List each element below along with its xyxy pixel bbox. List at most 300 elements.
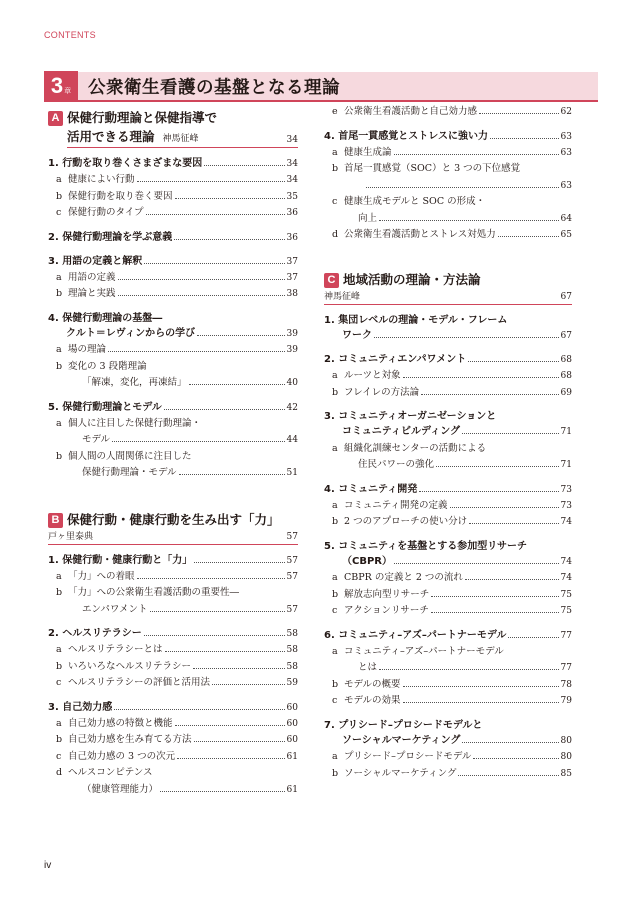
- toc-subitem-page: 85: [560, 768, 572, 779]
- chapter-header: [44, 72, 598, 102]
- section-a-entries: [48, 156, 298, 482]
- toc-item-continued[interactable]: [48, 326, 298, 343]
- section-b: [48, 512, 298, 799]
- toc-subitem[interactable]: [324, 145, 572, 162]
- toc-subitem-continued[interactable]: [324, 660, 572, 677]
- section-a: [48, 110, 298, 482]
- leader-dots: [165, 651, 285, 652]
- leader-dots: [403, 377, 559, 378]
- section-b-title[interactable]: 保健行動・健康行動を生み出す「力」: [67, 511, 280, 527]
- section-c-entries: [324, 313, 572, 783]
- toc-subitem-text: いろいろなヘルスリテラシー: [68, 660, 192, 672]
- toc-item-page: 57: [286, 555, 298, 566]
- toc-subitem-text: コミュニティ–アズ–パートナーモデル: [344, 645, 504, 657]
- section-c-subline: [324, 289, 572, 305]
- toc-subitem[interactable]: [324, 693, 572, 710]
- toc-subitem[interactable]: [324, 368, 572, 385]
- toc-subitem-text: 健康生成モデルと SOC の形成・: [344, 196, 486, 207]
- toc-subitem-text: 場の理論: [68, 344, 107, 355]
- leader-dots: [179, 474, 285, 475]
- toc-subitem-text: 解放志向型リサーチ: [344, 588, 430, 600]
- toc-subitem-continued[interactable]: [48, 465, 298, 482]
- toc-subitem-letter: b: [332, 678, 339, 690]
- leader-dots: [175, 198, 285, 199]
- toc-subitem-text-cont: とは: [358, 662, 378, 673]
- toc-subitem[interactable]: [48, 416, 298, 433]
- toc-subitem-letter: d: [332, 229, 339, 240]
- toc-subitem-text: 公衆衛生看護活動と自己効力感: [344, 106, 478, 117]
- toc-subitem[interactable]: [324, 603, 572, 620]
- toc-item[interactable]: [48, 254, 298, 270]
- leader-dots: [403, 686, 559, 687]
- toc-subitem-letter: b: [56, 734, 63, 745]
- toc-subitem-letter: a: [56, 344, 62, 355]
- toc-subitem-page: 71: [560, 460, 572, 470]
- section-b-badge: B: [48, 513, 63, 528]
- toc-item[interactable]: [48, 400, 298, 416]
- toc-subitem-text: 2 つのアプローチの使い分け: [344, 516, 468, 527]
- toc-subitem-letter: a: [332, 146, 338, 158]
- leader-dots: [146, 214, 285, 215]
- toc-subitem-page: 77: [560, 663, 572, 673]
- toc-subitem-page: 80: [560, 752, 572, 762]
- toc-subitem[interactable]: [48, 189, 298, 206]
- toc-item[interactable]: [324, 718, 572, 733]
- toc-subitem[interactable]: [324, 441, 572, 458]
- toc-subitem-text-cont: 保健行動理論・モデル: [82, 467, 177, 478]
- section-a-subline: [67, 127, 298, 148]
- leader-dots: [498, 236, 559, 237]
- section-b-subline: [48, 529, 298, 545]
- toc-subitem[interactable]: [48, 765, 298, 782]
- toc-item[interactable]: [48, 700, 298, 716]
- toc-subitem-page: 60: [286, 735, 298, 745]
- toc-subitem-letter: b: [332, 767, 339, 779]
- toc-item[interactable]: [324, 313, 572, 328]
- toc-subitem-page: 44: [286, 435, 298, 445]
- toc-subitem[interactable]: [324, 104, 572, 121]
- toc-subitem-letter: b: [56, 450, 63, 462]
- toc-subitem-page: 57: [286, 604, 298, 615]
- toc-subitem-letter: a: [332, 370, 338, 381]
- toc-subitem[interactable]: [48, 342, 298, 359]
- toc-subitem-letter: c: [332, 695, 338, 706]
- leader-dots: [450, 507, 559, 508]
- toc-subitem-letter: a: [332, 572, 338, 583]
- section-b-heading: [48, 512, 298, 528]
- toc-subitem-text: プリシード–プロシードモデル: [344, 751, 472, 762]
- toc-subitem-text-cont: 「解凍，変化，再凍結」: [82, 377, 187, 388]
- toc-subitem[interactable]: [324, 587, 572, 604]
- toc-subitem-letter: b: [332, 386, 339, 398]
- toc-subitem-text: 保健行動のタイプ: [68, 207, 144, 218]
- leader-dots: [189, 384, 285, 385]
- toc-subitem-page: 65: [560, 230, 572, 240]
- toc-item-page: 39: [286, 328, 298, 339]
- toc-subitem-page: 63: [560, 180, 572, 191]
- leader-dots: [366, 187, 559, 188]
- section-c: [324, 272, 572, 783]
- toc-subitem-letter: b: [56, 360, 63, 372]
- leader-dots: [174, 239, 284, 240]
- toc-subitem[interactable]: [48, 716, 298, 733]
- leader-dots: [379, 669, 559, 670]
- toc-item[interactable]: [48, 156, 298, 172]
- toc-item-title-cont: コミュニティビルディング: [342, 426, 460, 437]
- section-a-badge: A: [48, 111, 63, 126]
- section-c-author: 神馬征峰: [324, 291, 361, 302]
- toc-item-title: 7. プリシード–プロシードモデルと: [324, 719, 483, 731]
- toc-subitem-text: 公衆衛生看護活動とストレス対処力: [344, 229, 496, 240]
- toc-subitem-text: 個人間の人間関係に注目した: [68, 450, 192, 462]
- toc-subitem-text: 健康によい行動: [68, 174, 135, 185]
- toc-item-page: 80: [560, 735, 572, 746]
- chapter-number-badge: [44, 71, 78, 101]
- toc-subitem-letter: b: [56, 190, 63, 202]
- toc-item-title: 3. コミュニティオーガニゼーションと: [324, 411, 497, 422]
- toc-item-page: 60: [286, 702, 298, 713]
- toc-subitem-letter: e: [332, 106, 338, 117]
- toc-subitem-letter: a: [332, 499, 338, 511]
- toc-subitem-page: 60: [286, 718, 298, 729]
- toc-subitem[interactable]: [48, 585, 298, 602]
- toc-subitem-text: 自己効力感の特徴と機能: [68, 717, 173, 729]
- toc-subitem-page: 69: [560, 387, 572, 398]
- toc-subitem-page: 38: [286, 289, 298, 299]
- toc-subitem-letter: c: [56, 750, 62, 762]
- chapter-title: 公衆衛生看護の基盤となる理論: [88, 77, 340, 98]
- toc-subitem-letter: b: [56, 660, 63, 672]
- toc-item-title: 3. 自己効力感: [48, 701, 113, 713]
- section-a-heading: [48, 110, 298, 126]
- toc-item-continued[interactable]: [324, 424, 572, 441]
- leader-dots: [436, 466, 559, 467]
- right-continued-entries: [324, 104, 572, 244]
- toc-subitem[interactable]: [48, 659, 298, 676]
- toc-subitem-letter: a: [56, 174, 62, 185]
- toc-subitem-letter: a: [56, 271, 62, 283]
- toc-subitem-text: 「力」への公衆衛生看護活動の重要性―: [68, 587, 240, 598]
- toc-subitem[interactable]: [324, 766, 572, 783]
- toc-item-continued[interactable]: [324, 733, 572, 750]
- toc-item-title: 4. 首尾一貫感覚とストレスに強い力: [324, 130, 488, 142]
- toc-subitem-page: 37: [286, 272, 298, 283]
- leader-dots: [490, 138, 559, 139]
- toc-subitem-page: 62: [560, 107, 572, 117]
- toc-item-page: 73: [560, 484, 572, 495]
- toc-subitem-text-cont: エンパワメント: [82, 603, 148, 615]
- toc-subitem-text: 理論と実践: [68, 288, 116, 299]
- toc-subitem-page: 61: [286, 784, 298, 795]
- toc-item-page: 34: [286, 159, 298, 169]
- toc-subitem-page: 74: [560, 573, 572, 583]
- toc-subitem-text: 用語の定義: [68, 271, 116, 283]
- leader-dots: [137, 578, 285, 579]
- toc-subitem-continued[interactable]: [48, 782, 298, 799]
- chapter-suffix: 章: [64, 87, 72, 95]
- toc-item[interactable]: [48, 553, 298, 569]
- toc-subitem-text: 首尾一貫感覚（SOC）と 3 つの下位感覚: [344, 163, 521, 174]
- leader-dots: [473, 758, 558, 759]
- toc-item-page: 37: [286, 256, 298, 267]
- toc-subitem-page: 63: [560, 147, 572, 158]
- section-b-page: 57: [286, 531, 298, 542]
- leader-dots: [465, 579, 559, 580]
- toc-item-title: 4. 保健行動理論の基盤―: [48, 312, 163, 324]
- toc-item-page: 58: [286, 629, 298, 639]
- leader-dots: [177, 758, 284, 759]
- leader-dots: [374, 337, 559, 338]
- toc-subitem-page: 51: [286, 468, 298, 478]
- toc-item-title-cont: （CBPR）: [342, 555, 392, 567]
- leader-dots: [144, 263, 284, 264]
- leader-dots: [458, 775, 558, 776]
- toc-subitem-text-cont: （健康管理能力）: [82, 783, 159, 795]
- toc-subitem-text: ソーシャルマーケティング: [344, 767, 457, 779]
- toc-subitem-letter: b: [332, 516, 339, 527]
- section-a-page: 34: [286, 135, 298, 145]
- section-c-badge: C: [324, 273, 339, 288]
- leader-dots: [431, 596, 558, 597]
- leader-dots: [508, 637, 558, 638]
- contents-label: CONTENTS: [44, 30, 96, 40]
- section-a-author: 神馬征峰: [162, 134, 199, 144]
- toc-subitem-continued[interactable]: [324, 457, 572, 474]
- toc-subitem[interactable]: [48, 675, 298, 692]
- toc-item-page: 42: [286, 402, 298, 413]
- toc-subitem-page: 39: [286, 345, 298, 355]
- toc-item-page: 74: [560, 556, 572, 567]
- toc-subitem-page: 74: [560, 517, 572, 527]
- toc-item[interactable]: [324, 129, 572, 145]
- toc-subitem-letter: a: [56, 417, 62, 429]
- toc-subitem-text: ヘルスリテラシーとは: [68, 644, 163, 655]
- toc-subitem[interactable]: [324, 385, 572, 402]
- section-b-entries: [48, 553, 298, 799]
- toc-item-page: 71: [560, 427, 572, 437]
- toc-subitem-text-cont: 向上: [358, 212, 378, 224]
- toc-subitem-text: 「力」への着眼: [68, 570, 135, 582]
- toc-subitem-text: ルーツと対象: [344, 370, 401, 381]
- toc-subitem-text: 健康生成論: [344, 146, 392, 158]
- chapter-number: 3: [50, 73, 64, 98]
- toc-item-page: 63: [560, 131, 572, 142]
- section-c-heading: [324, 272, 572, 288]
- toc-subitem-page: 64: [560, 213, 572, 224]
- toc-item-continued[interactable]: [324, 554, 572, 571]
- page-number: iv: [44, 860, 52, 871]
- toc-subitem-text: 自己効力感を生み育てる方法: [68, 734, 192, 745]
- toc-subitem-letter: c: [332, 605, 338, 616]
- leader-dots: [194, 741, 285, 742]
- toc-item-title: 4. コミュニティ開発: [324, 483, 418, 495]
- leader-dots: [479, 113, 559, 114]
- toc-subitem-letter: b: [332, 163, 339, 174]
- toc-subitem-letter: c: [56, 207, 62, 218]
- toc-subitem[interactable]: [324, 227, 572, 244]
- section-c-title[interactable]: 地域活動の理論・方法論: [343, 271, 481, 287]
- toc-subitem-page: 73: [560, 500, 572, 511]
- toc-item[interactable]: [48, 626, 298, 642]
- toc-item[interactable]: [48, 311, 298, 326]
- leader-dots: [431, 612, 559, 613]
- toc-subitem-text: CBPR の定義と 2 つの流れ: [344, 572, 463, 583]
- toc-item-title: 6. コミュニティ–アズ–パートナーモデル: [324, 629, 507, 641]
- toc-item-title-cont: ワーク: [342, 329, 372, 341]
- toc-subitem[interactable]: [324, 570, 572, 587]
- leader-dots: [150, 611, 285, 612]
- toc-subitem[interactable]: [48, 749, 298, 766]
- toc-subitem[interactable]: [324, 644, 572, 661]
- leader-dots: [468, 361, 558, 362]
- toc-subitem-letter: b: [56, 288, 63, 299]
- toc-subitem-page: 79: [560, 696, 572, 706]
- toc-subitem-text: アクションリサーチ: [344, 605, 429, 616]
- toc-subitem[interactable]: [324, 161, 572, 178]
- toc-subitem[interactable]: [48, 732, 298, 749]
- toc-item[interactable]: [324, 482, 572, 498]
- toc-item-page: 67: [560, 330, 572, 341]
- toc-subitem-text: コミュニティ開発の定義: [344, 499, 448, 511]
- section-c-page: 67: [560, 291, 572, 302]
- toc-subitem-letter: b: [332, 588, 339, 600]
- toc-subitem-letter: a: [56, 570, 62, 582]
- toc-item-title: 1. 保健行動・健康行動と「力」: [48, 554, 193, 566]
- leader-dots: [164, 409, 285, 410]
- toc-item[interactable]: [324, 409, 572, 424]
- toc-subitem-page: 34: [286, 175, 298, 185]
- leader-dots: [114, 709, 284, 710]
- toc-subitem-page: 75: [560, 606, 572, 616]
- toc-subitem-page: 68: [560, 371, 572, 381]
- toc-item-title: 5. 保健行動理論とモデル: [48, 401, 162, 413]
- toc-subitem-continued[interactable]: [48, 602, 298, 619]
- leader-dots: [403, 702, 559, 703]
- toc-subitem[interactable]: [48, 642, 298, 659]
- toc-subitem-letter: a: [56, 644, 62, 655]
- toc-subitem-page: 36: [286, 208, 298, 218]
- left-column: [48, 110, 298, 798]
- leader-dots: [193, 668, 285, 669]
- toc-subitem[interactable]: [48, 569, 298, 586]
- toc-subitem[interactable]: [48, 172, 298, 189]
- toc-subitem-text: 組織化訓練センターの活動による: [344, 442, 487, 454]
- toc-item-title-cont: ソーシャルマーケティング: [342, 734, 461, 746]
- toc-item-title: 3. 用語の定義と解釈: [48, 255, 143, 267]
- leader-dots: [112, 441, 285, 442]
- toc-subitem-text: フレイレの方法論: [344, 386, 420, 398]
- toc-subitem[interactable]: [48, 270, 298, 287]
- toc-subitem-page: 58: [286, 661, 298, 672]
- toc-subitem-text: モデルの効果: [344, 695, 401, 706]
- toc-item-title: 2. コミュニティエンパワメント: [324, 354, 467, 365]
- toc-item[interactable]: [324, 539, 572, 554]
- section-a-title-line1: 保健行動理論と保健指導で: [67, 110, 218, 125]
- toc-subitem[interactable]: [324, 749, 572, 766]
- toc-subitem-letter: d: [56, 767, 63, 778]
- leader-dots: [175, 725, 285, 726]
- leader-dots: [462, 433, 559, 434]
- leader-dots: [118, 279, 285, 280]
- leader-dots: [204, 165, 284, 166]
- toc-subitem-page: 59: [286, 678, 298, 688]
- section-b-author: 戸ヶ里泰典: [48, 531, 94, 542]
- toc-subitem-page: 58: [286, 645, 298, 655]
- toc-item-title-cont: クルト＝レヴィンからの学び: [66, 327, 196, 339]
- toc-subitem[interactable]: [48, 359, 298, 376]
- toc-subitem-continued[interactable]: [48, 375, 298, 392]
- toc-item[interactable]: [48, 230, 298, 246]
- leader-dots: [469, 523, 558, 524]
- leader-dots: [421, 394, 558, 395]
- toc-subitem-letter: c: [56, 677, 62, 688]
- toc-subitem[interactable]: [324, 677, 572, 694]
- toc-item-continued[interactable]: [324, 328, 572, 345]
- toc-item-title: 1. 行動を取り巻くさまざまな要因: [48, 158, 203, 169]
- toc-subitem[interactable]: [324, 498, 572, 515]
- toc-subitem-letter: a: [332, 645, 338, 657]
- leader-dots: [379, 220, 559, 221]
- toc-item[interactable]: [324, 628, 572, 644]
- leader-dots: [194, 562, 284, 563]
- leader-dots: [419, 491, 558, 492]
- leader-dots: [160, 791, 285, 792]
- toc-subitem-text: 変化の 3 段階理論: [68, 360, 147, 372]
- toc-subitem[interactable]: [48, 286, 298, 303]
- toc-subitem-page: 78: [560, 679, 572, 690]
- toc-item-title: 2. 保健行動理論を学ぶ意義: [48, 231, 173, 243]
- toc-subitem-page: 61: [286, 751, 298, 762]
- leader-dots: [462, 742, 558, 743]
- toc-subitem-text: ヘルスコンピテンス: [68, 767, 153, 778]
- leader-dots: [144, 635, 285, 636]
- toc-subitem-continued[interactable]: [324, 178, 572, 195]
- right-column: [324, 106, 572, 782]
- section-a-title-line2[interactable]: 活用できる理論: [67, 129, 155, 144]
- toc-subitem[interactable]: [324, 194, 572, 211]
- toc-item-page: 36: [286, 232, 298, 243]
- toc-subitem-page: 57: [286, 571, 298, 582]
- toc-subitem-page: 40: [286, 378, 298, 388]
- toc-item-title: 2. ヘルスリテラシー: [48, 628, 142, 639]
- toc-item-page: 77: [560, 630, 572, 641]
- toc-subitem-continued[interactable]: [48, 432, 298, 449]
- toc-item[interactable]: [324, 352, 572, 368]
- leader-dots: [118, 295, 285, 296]
- toc-subitem-continued[interactable]: [324, 211, 572, 228]
- toc-subitem[interactable]: [48, 205, 298, 222]
- leader-dots: [394, 563, 559, 564]
- toc-subitem-page: 75: [560, 589, 572, 600]
- toc-subitem-text-cont: モデル: [82, 434, 111, 445]
- toc-subitem-text: ヘルスリテラシーの評価と活用法: [68, 677, 211, 688]
- toc-subitem-text: 保健行動を取り巻く要因: [68, 190, 173, 202]
- toc-subitem-text: 自己効力感の 3 つの次元: [68, 750, 176, 762]
- toc-subitem[interactable]: [48, 449, 298, 466]
- toc-item-title: 1. 集団レベルの理論・モデル・フレーム: [324, 314, 508, 326]
- toc-subitem-page: 35: [286, 191, 298, 202]
- leader-dots: [108, 351, 285, 352]
- toc-subitem-letter: a: [332, 442, 338, 454]
- toc-subitem-letter: c: [332, 196, 338, 207]
- leader-dots: [197, 335, 284, 336]
- leader-dots: [394, 154, 559, 155]
- toc-subitem-letter: b: [56, 587, 63, 598]
- toc-item-page: 68: [560, 355, 572, 365]
- leader-dots: [212, 684, 285, 685]
- toc-subitem-text-cont: 住民パワーの強化: [358, 459, 435, 470]
- toc-subitem[interactable]: [324, 514, 572, 531]
